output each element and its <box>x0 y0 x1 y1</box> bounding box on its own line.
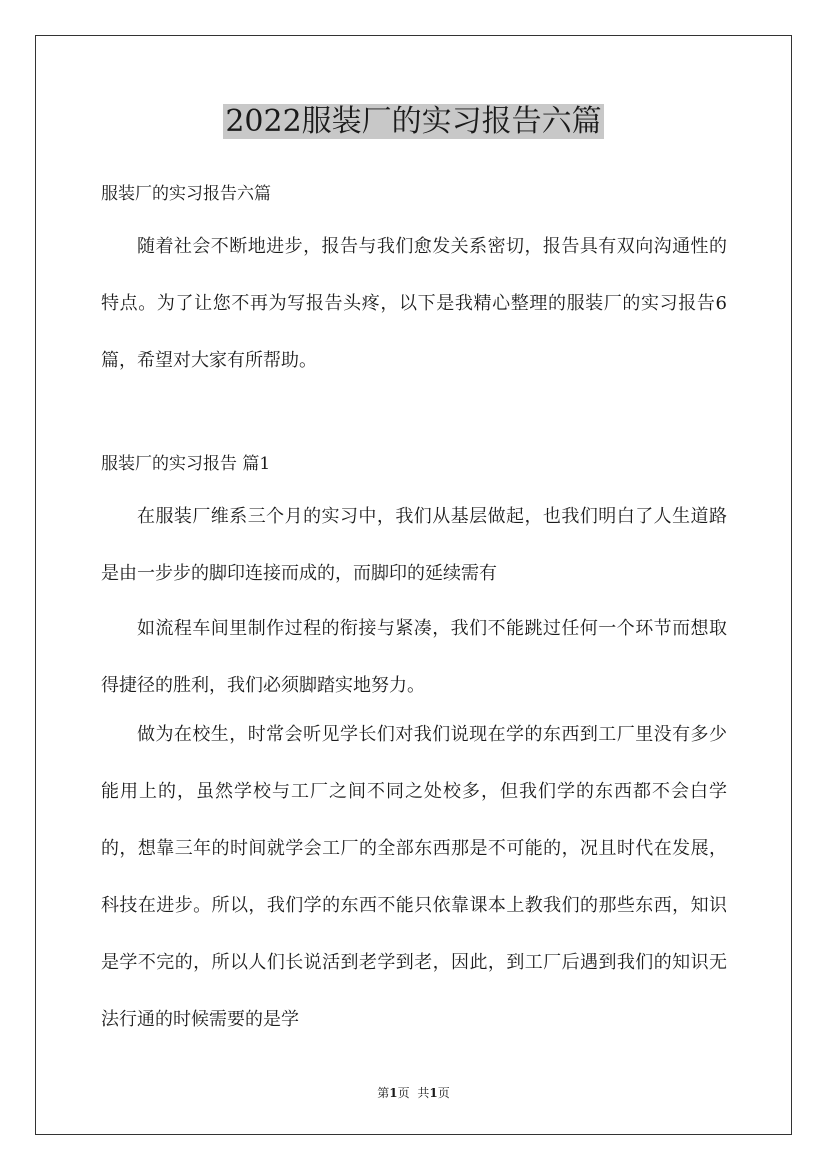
document-subtitle: 服装厂的实习报告六篇 <box>101 184 271 204</box>
body-paragraph-1: 在服装厂维系三个月的实习中，我们从基层做起，也我们明白了人生道路是由一步步的脚印连接而成的，而脚印的延续需有 <box>101 506 727 584</box>
page-footer <box>0 1085 827 1101</box>
footer-page-prefix: 第 <box>377 1086 390 1100</box>
section-heading: 服装厂的实习报告 篇1 <box>101 454 271 474</box>
intro-paragraph: 随着社会不断地进步，报告与我们愈发关系密切，报告具有双向沟通性的特点。为了让您不再为写报告头疼，以下是我精心整理的服装厂的实习报告6篇，希望对大家有所帮助。 <box>101 236 727 371</box>
body-paragraph-3: 做为在校生，时常会听见学长们对我们说现在学的东西到工厂里没有多少能用上的，虽然学校与工厂之间不同之处校多，但我们学的东西都不会白学的，想靠三年的时间就学会工厂的全部东西那是不可能的，况且时代在发展，科技在进步。所以，我们学的东西不能只依靠课本上教我们的那些东西，知识是学不完的，所以人们长说活到老学到老，因此，到工厂后遇到我们的知识无法行通的时候需要的是学 <box>101 724 727 1030</box>
body-paragraph-2: 如流程车间里制作过程的衔接与紧凑，我们不能跳过任何一个环节而想取得捷径的胜利，我们必须脚踏实地努力。 <box>101 618 727 696</box>
footer-page-number: 1 <box>389 1086 398 1100</box>
footer-total-pages: 1 <box>429 1086 438 1100</box>
document-title <box>0 100 827 144</box>
footer-total-prefix: 共 <box>417 1086 430 1100</box>
document-title-text: 2022服装厂的实习报告六篇 <box>225 104 602 139</box>
footer-total-suffix: 页 <box>437 1086 450 1100</box>
footer-page-mid: 页 <box>397 1086 410 1100</box>
